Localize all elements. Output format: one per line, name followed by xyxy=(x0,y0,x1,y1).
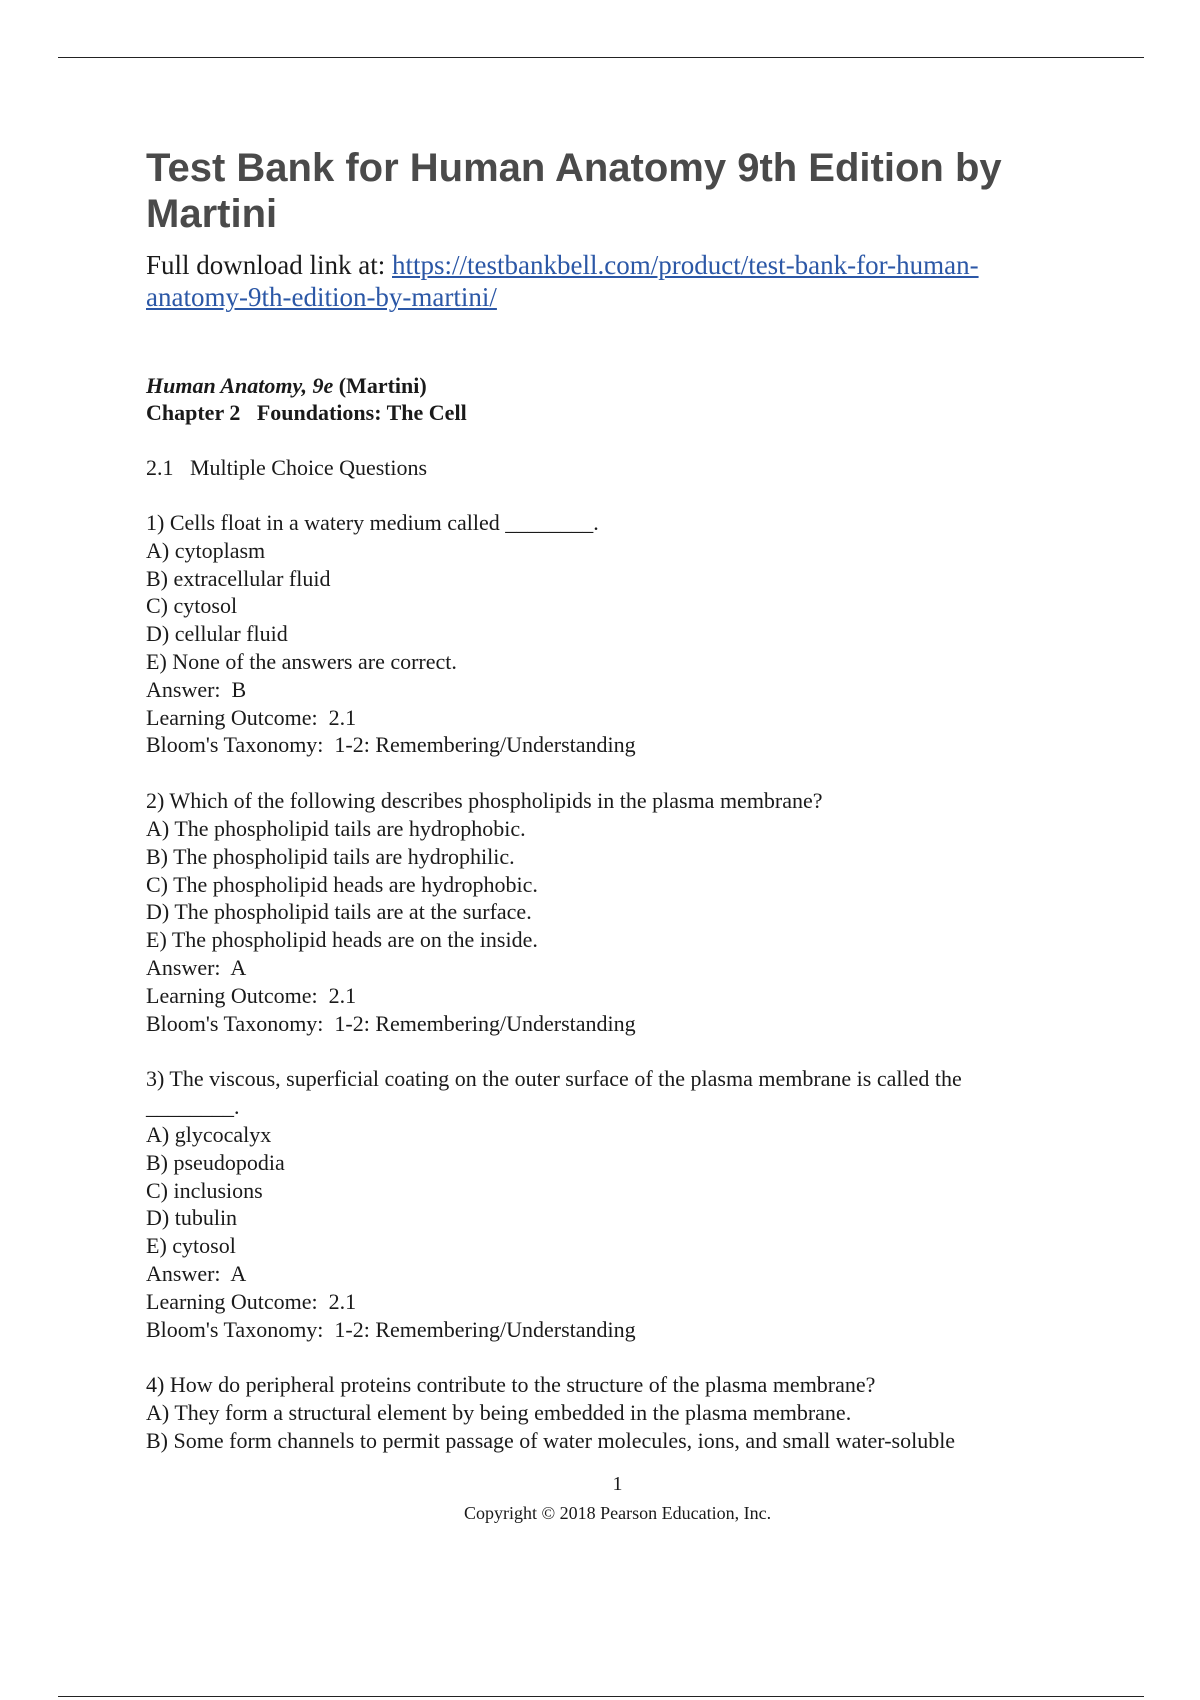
question-text: 4) How do peripheral proteins contribute to the structure of the plasma membrane? xyxy=(146,1372,876,1398)
answer-option: C) cytosol xyxy=(146,593,238,619)
question-text: 3) The viscous, superficial coating on the outer surface of the plasma membrane is called the xyxy=(146,1066,962,1092)
blooms-taxonomy: Bloom's Taxonomy: 1-2: Remembering/Understanding xyxy=(146,732,636,758)
answer-option: B) extracellular fluid xyxy=(146,565,331,591)
answer-option: D) tubulin xyxy=(146,1205,238,1231)
question-block xyxy=(146,1371,1066,1454)
answer-option: A) glycocalyx xyxy=(146,1121,272,1147)
learning-outcome: Learning Outcome: 2.1 xyxy=(146,982,357,1008)
download-label: Full download link at: xyxy=(146,250,392,280)
download-link-line2: anatomy-9th-edition-by-martini/ xyxy=(146,282,497,312)
book-title: Human Anatomy, 9e xyxy=(146,373,334,398)
bottom-rule xyxy=(58,1696,1144,1697)
question-text: 2) Which of the following describes phospholipids in the plasma membrane? xyxy=(146,788,823,814)
answer-option: A) cytoplasm xyxy=(146,537,266,563)
answer-key: Answer: B xyxy=(146,676,247,702)
answer-option: B) Some form channels to permit passage of water molecules, ions, and small water-soluble xyxy=(146,1427,956,1453)
question-block xyxy=(146,1065,1066,1343)
learning-outcome: Learning Outcome: 2.1 xyxy=(146,1288,357,1314)
answer-option: A) They form a structural element by being embedded in the plasma membrane. xyxy=(146,1400,852,1426)
page-number: 1 xyxy=(612,1473,623,1495)
blooms-taxonomy: Bloom's Taxonomy: 1-2: Remembering/Understanding xyxy=(146,1316,636,1342)
answer-option: B) The phospholipid tails are hydrophilic. xyxy=(146,843,515,869)
answer-option: B) pseudopodia xyxy=(146,1149,285,1175)
answer-option: C) inclusions xyxy=(146,1177,263,1203)
answer-option: D) cellular fluid xyxy=(146,621,288,647)
answer-option: E) cytosol xyxy=(146,1233,236,1259)
answer-option: A) The phospholipid tails are hydrophobic. xyxy=(146,815,526,841)
document-body xyxy=(146,145,1066,1455)
blooms-taxonomy: Bloom's Taxonomy: 1-2: Remembering/Understanding xyxy=(146,1010,636,1036)
answer-option: E) None of the answers are correct. xyxy=(146,648,457,674)
book-author: (Martini) xyxy=(333,373,427,398)
chapter-title: Chapter 2 Foundations: The Cell xyxy=(146,400,467,425)
top-rule xyxy=(58,57,1144,58)
download-line xyxy=(146,249,1066,313)
answer-key: Answer: A xyxy=(146,954,247,980)
page-title: Test Bank for Human Anatomy 9th Edition by Martini xyxy=(146,146,1002,236)
question-block xyxy=(146,787,1066,1037)
copyright-notice: Copyright © 2018 Pearson Education, Inc. xyxy=(463,1503,772,1523)
question-block xyxy=(146,509,1066,759)
book-header xyxy=(146,372,1066,426)
answer-option: E) The phospholipid heads are on the inside. xyxy=(146,927,538,953)
question-text: 1) Cells float in a watery medium called ________. xyxy=(146,510,599,535)
section-heading: 2.1 Multiple Choice Questions xyxy=(146,455,428,480)
download-link-line1: https://testbankbell.com/product/test-bank-for-human- xyxy=(392,250,979,280)
learning-outcome: Learning Outcome: 2.1 xyxy=(146,704,357,730)
answer-option: C) The phospholipid heads are hydrophobic. xyxy=(146,871,538,897)
answer-option: D) The phospholipid tails are at the surface. xyxy=(146,899,532,925)
question-list xyxy=(146,509,1066,1455)
answer-key: Answer: A xyxy=(146,1260,247,1286)
question-text: ________. xyxy=(146,1094,240,1120)
